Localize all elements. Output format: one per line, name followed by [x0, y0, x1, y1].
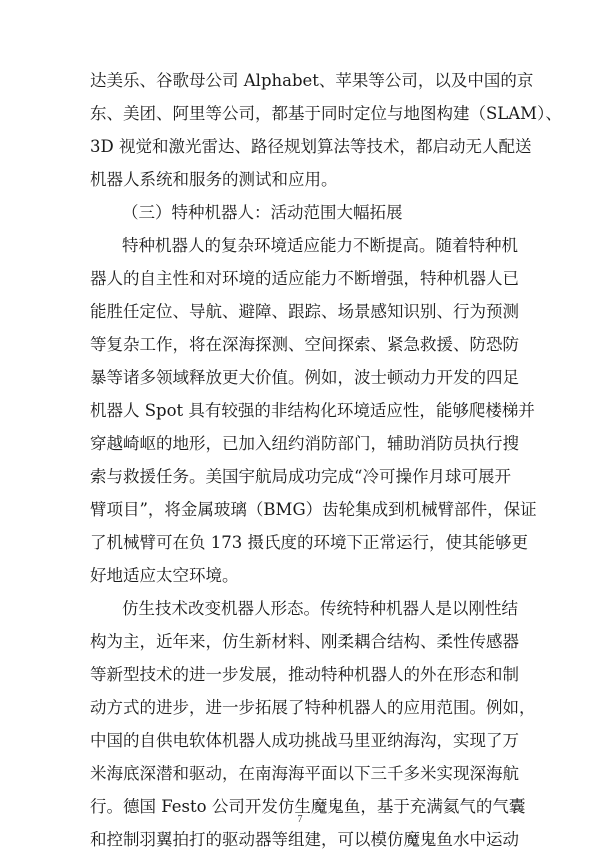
text-line: 暴等诸多领域释放更大价值。例如，波士顿动力开发的四足 — [90, 368, 519, 387]
text-line: 臂项目”，将金属玻璃（BMG）齿轮集成到机械臂部件，保证 — [90, 500, 537, 519]
page-number: 7 — [297, 814, 303, 825]
text-line: 行。德国 Festo 公司开发仿生魔鬼鱼，基于充满氦气的气囊 — [90, 797, 526, 816]
paragraph-lead-line: 仿生技术改变机器人形态。传统特种机器人是以刚性结 — [122, 599, 518, 618]
text-line: 米海底深潜和驱动，在南海海平面以下三千多米实现深海航 — [90, 764, 519, 783]
text-line: 中国的自供电软体机器人成功挑战马里亚纳海沟，实现了万 — [90, 731, 519, 750]
text-line: 动方式的进步，进一步拓展了特种机器人的应用范围。例如， — [90, 698, 536, 717]
text-line: 机器人系统和服务的测试和应用。 — [90, 170, 338, 189]
text-line: 好地适应太空环境。 — [90, 566, 239, 585]
text-line: 东、美团、阿里等公司，都基于同时定位与地图构建（SLAM）、 — [90, 104, 562, 123]
text-line: 达美乐、谷歌母公司 Alphabet、苹果等公司，以及中国的京 — [90, 71, 534, 90]
text-line: 等新型技术的进一步发展，推动特种机器人的外在形态和制 — [90, 665, 519, 684]
text-line: 构为主，近年来，仿生新材料、刚柔耦合结构、柔性传感器 — [90, 632, 519, 651]
text-line: 等复杂工作，将在深海探测、空间探索、紧急救援、防恐防 — [90, 335, 519, 354]
text-line: 索与救援任务。美国宇航局成功完成“冷可操作月球可展开 — [90, 467, 511, 486]
text-line: 了机械臂可在负 173 摄氏度的环境下正常运行，使其能够更 — [90, 533, 528, 552]
text-line: 穿越崎岖的地形，已加入纽约消防部门，辅助消防员执行搜 — [90, 434, 519, 453]
text-line: 器人的自主性和对环境的适应能力不断增强，特种机器人已 — [90, 269, 519, 288]
text-line: 机器人 Spot 具有较强的非结构化环境适应性，能够爬楼梯并 — [90, 401, 535, 420]
text-line: 能胜任定位、导航、避障、跟踪、场景感知识别、行为预测 — [90, 302, 519, 321]
section-heading: （三）特种机器人：活动范围大幅拓展 — [122, 203, 403, 222]
text-line: 和控制羽翼拍打的驱动器等组建，可以模仿魔鬼鱼水中运动 — [90, 830, 519, 849]
text-line: 3D 视觉和激光雷达、路径规划算法等技术，都启动无人配送 — [90, 137, 532, 156]
paragraph-lead-line: 特种机器人的复杂环境适应能力不断提高。随着特种机 — [122, 236, 518, 255]
